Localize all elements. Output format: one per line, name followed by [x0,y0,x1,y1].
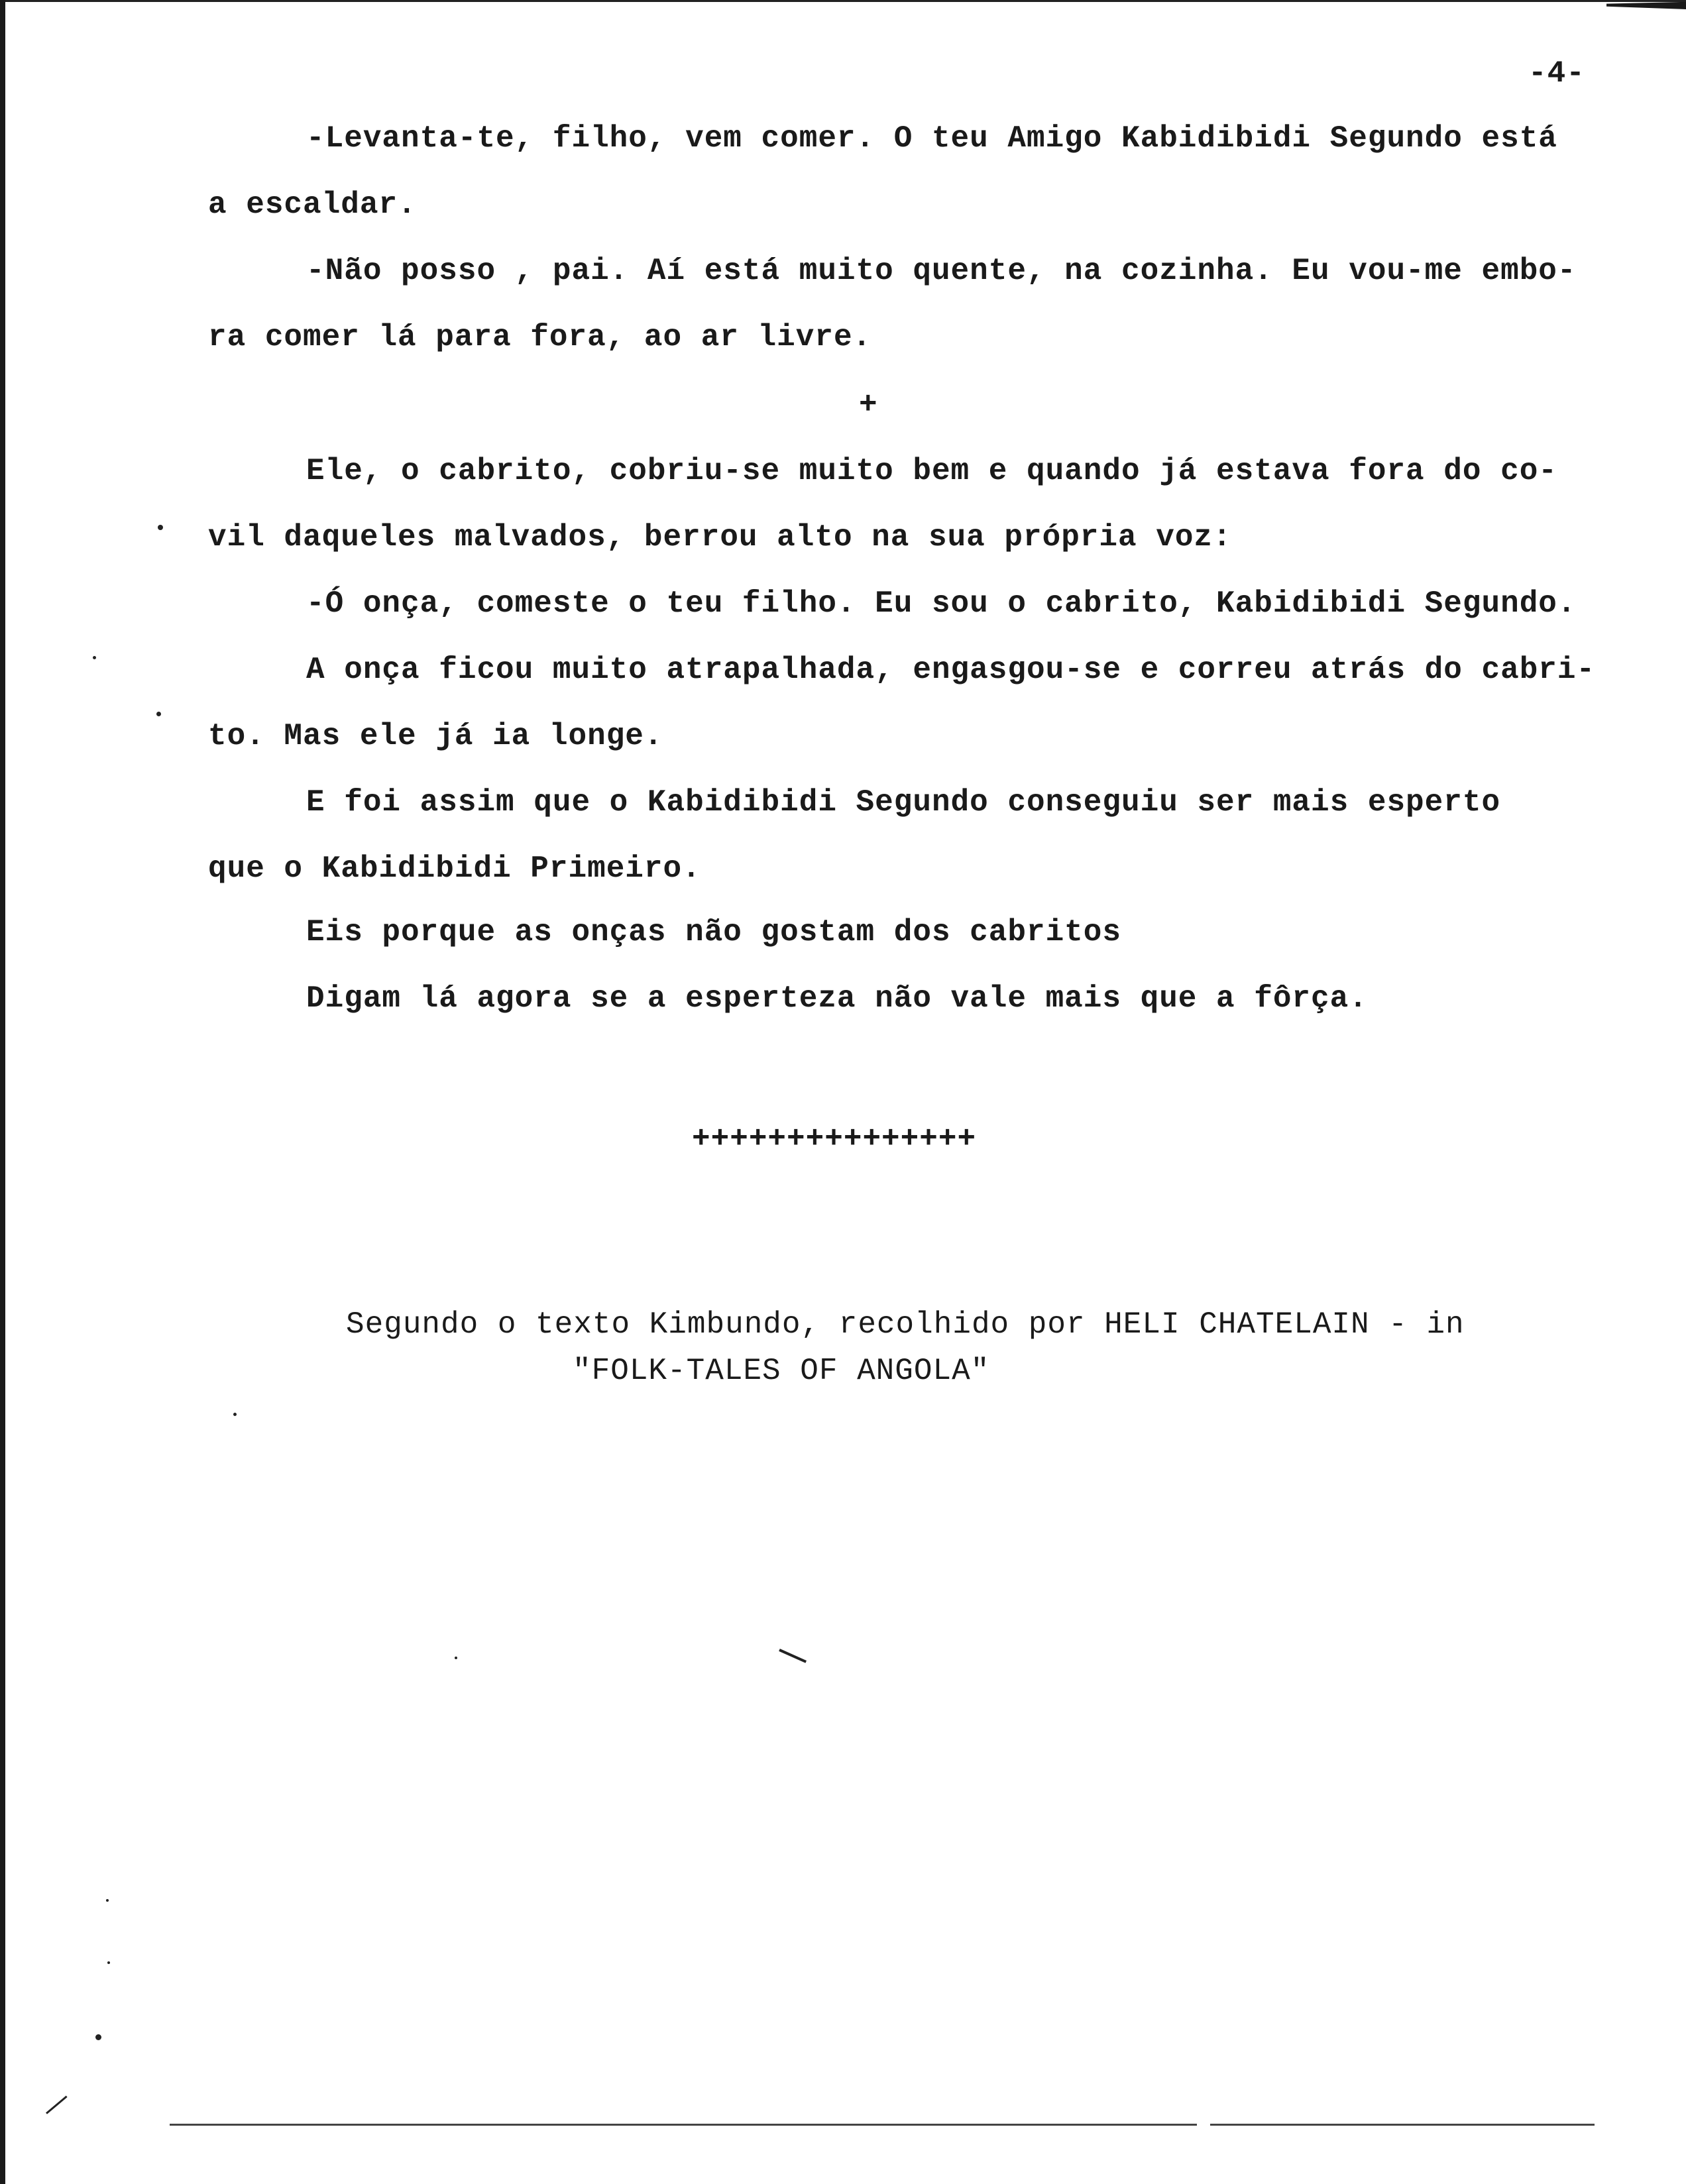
speck [93,656,96,659]
text-line: -Levanta-te, filho, vem comer. O teu Amigo Kabidibidi Segundo está [306,121,1557,156]
text-line: Digam lá agora se a esperteza não vale mais que a fôrça. [306,981,1368,1016]
footer-rule [1210,2124,1595,2126]
text-line: ra comer lá para fora, ao ar livre. [208,320,872,355]
speck [156,712,161,716]
speck [107,1961,110,1964]
text-line: -Ó onça, comeste o teu filho. Eu sou o cabrito, Kabidibidi Segundo. [306,586,1577,621]
speck [95,2034,101,2040]
ink-mark [779,1649,807,1663]
text-line: A onça ficou muito atrapalhada, engasgou-se e correu atrás do cabri- [306,653,1596,687]
scan-top-edge [0,0,1686,9]
text-line: que o Kabidibidi Primeiro. [208,851,701,886]
text-line: vil daqueles malvados, berrou alto na sua própria voz: [208,520,1232,555]
speck [158,525,163,530]
speck [455,1657,457,1659]
text-line: E foi assim que o Kabidibidi Segundo conseguiu ser mais esperto [306,785,1501,820]
text-line: Eis porque as onças não gostam dos cabritos [306,915,1121,950]
source-citation-line-2: "FOLK-TALES OF ANGOLA" [573,1354,990,1388]
text-line: Ele, o cabrito, cobriu-se muito bem e quando já estava fora do co- [306,454,1557,488]
section-separator: + [859,388,878,422]
text-line: to. Mas ele já ia longe. [208,719,663,753]
ink-mark [46,2096,68,2114]
speck [233,1413,237,1416]
scan-left-edge [0,0,5,2184]
speck [106,1899,109,1902]
footer-rule [170,2124,1197,2126]
text-line: a escaldar. [208,188,417,222]
source-citation-line-1: Segundo o texto Kimbundo, recolhido por HELI CHATELAIN - in [346,1307,1465,1342]
end-separator: +++++++++++++++ [692,1122,977,1156]
text-line: -Não posso , pai. Aí está muito quente, na cozinha. Eu vou-me embo- [306,254,1577,288]
page-number: -4- [1528,56,1585,91]
